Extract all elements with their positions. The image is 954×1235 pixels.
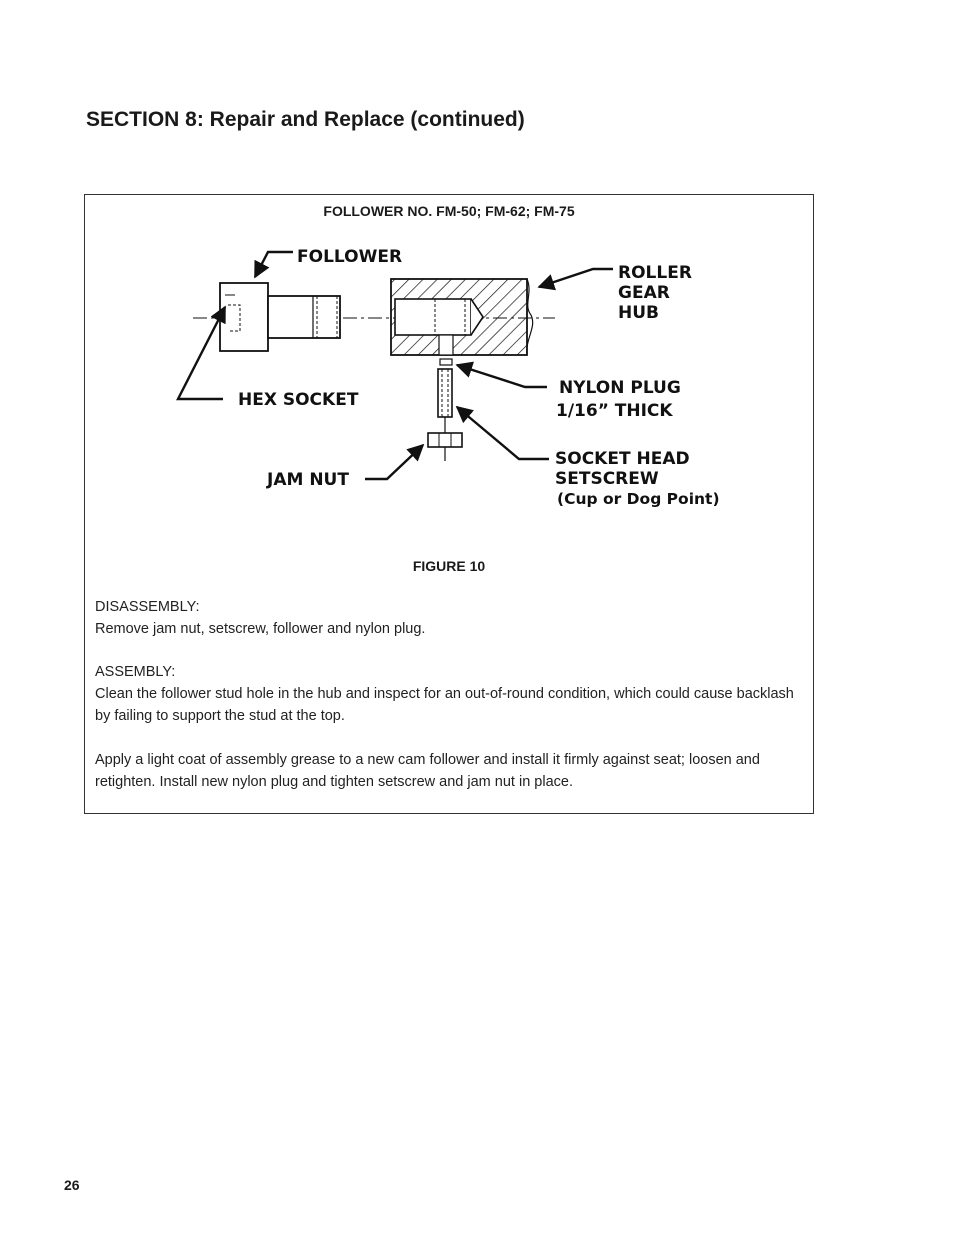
label-nylon-plug: NYLON PLUG xyxy=(559,378,681,398)
figure-heading: FOLLOWER NO. FM-50; FM-62; FM-75 xyxy=(323,203,575,219)
setscrew-leader xyxy=(457,407,549,459)
nylon-plug-leader xyxy=(457,365,547,387)
setscrew-part xyxy=(438,369,452,433)
label-socket-head: SOCKET HEAD xyxy=(555,449,690,469)
section-title: SECTION 8: Repair and Replace (continued) xyxy=(86,108,525,131)
label-roller: ROLLER xyxy=(618,263,692,283)
disassembly-heading: DISASSEMBLY: xyxy=(95,599,200,615)
figure-caption: FIGURE 10 xyxy=(412,558,486,574)
jam-nut-part xyxy=(428,433,462,461)
nylon-plug-part xyxy=(440,359,452,365)
label-follower: FOLLOWER xyxy=(297,247,403,267)
follower-leader xyxy=(255,252,293,277)
label-nylon-thickness: 1/16” THICK xyxy=(556,401,673,421)
follower-part xyxy=(220,283,340,351)
page-number: 26 xyxy=(64,1177,80,1193)
label-cup-dog-point: (Cup or Dog Point) xyxy=(557,490,720,508)
figure-box xyxy=(84,194,814,814)
label-hex-socket: HEX SOCKET xyxy=(238,390,359,410)
assembly-text: Clean the follower stud hole in the hub and inspect for an out-of-round condition, which could cause backlash by failing to support the stud at the top. xyxy=(95,686,794,724)
assembly-instructions: Apply a light coat of assembly grease to a new cam follower and install it firmly against seat; loosen and retighten. Install new nylon plug and tighten setscrew and jam nut in place. xyxy=(95,752,760,790)
label-hub: HUB xyxy=(618,303,659,323)
label-jam-nut: JAM NUT xyxy=(267,470,349,490)
disassembly-section xyxy=(95,596,795,640)
label-setscrew: SETSCREW xyxy=(555,469,659,489)
follower-assembly-diagram xyxy=(85,235,813,535)
label-gear: GEAR xyxy=(618,283,670,303)
disassembly-text: Remove jam nut, setscrew, follower and nylon plug. xyxy=(95,621,426,637)
hub-leader xyxy=(539,269,613,287)
roller-gear-hub-part xyxy=(391,279,533,355)
hex-socket-leader xyxy=(178,307,225,399)
assembly-section xyxy=(95,661,795,727)
jam-nut-leader xyxy=(365,445,423,479)
assembly-heading: ASSEMBLY: xyxy=(95,664,176,680)
